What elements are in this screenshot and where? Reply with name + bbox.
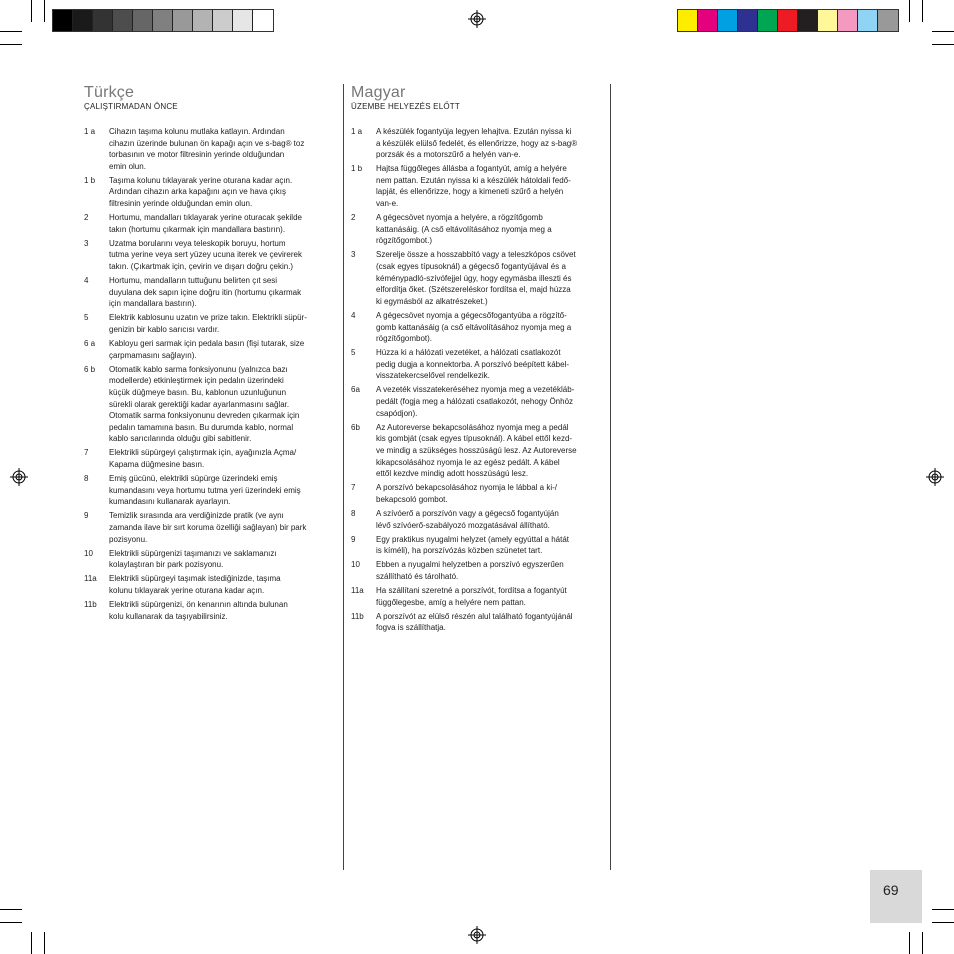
step-text: Ebben a nyugalmi helyzetben a porszívó egyszerűen szállítható és tárolható.: [376, 560, 564, 581]
color-swatch: [838, 10, 858, 31]
crop-mark: [0, 44, 22, 45]
step-text: Kabloyu geri sarmak için pedala basın (fişi tutarak, size çarpmamasını sağlayın).: [109, 339, 305, 360]
step-number: 10: [84, 548, 93, 558]
list-item: [84, 126, 339, 172]
hungarian-instruction-list: [351, 126, 604, 636]
crop-mark: [932, 909, 954, 910]
crop-mark: [909, 932, 910, 954]
step-number: 3: [351, 250, 356, 260]
color-swatch: [233, 10, 253, 31]
step-text: Húzza ki a hálózati vezetéket, a hálózati csatlakozót pedig dugja a konnektorba. A porszívó beépített kábel- visszatekercselővel rendelkezik.: [376, 348, 570, 381]
list-item: [351, 212, 604, 247]
step-number: 4: [84, 276, 89, 286]
registration-target-icon: [468, 926, 486, 944]
color-swatch: [758, 10, 778, 31]
list-item: [351, 585, 604, 608]
column-divider: [343, 84, 344, 870]
step-number: 9: [84, 511, 89, 521]
step-number: 8: [84, 474, 89, 484]
list-item: [351, 508, 604, 531]
crop-mark: [909, 0, 910, 22]
color-swatch: [113, 10, 133, 31]
hungarian-title: Magyar: [351, 84, 406, 101]
list-item: [351, 534, 604, 557]
step-text: A szívóerő a porszívón vagy a gégecső fogantyúján lévő szívóerő-szabályozó mozgatásával állítható.: [376, 508, 559, 530]
step-text: Temizlik sırasında ara verdiğinizde pratik (ve aynı zamanda ilave bir sırt koruma özelliği sağlayan) bir park pozisyonu.: [109, 511, 307, 544]
registration-target-icon: [10, 468, 28, 486]
list-item: [84, 510, 339, 545]
color-swatch: [778, 10, 798, 31]
list-item: [351, 310, 604, 345]
step-text: Elektrikli süpürgenizi, ön kenarının altında bulunan kolu kullanarak da taşıyabilirsiniz.: [109, 600, 288, 621]
step-number: 5: [84, 313, 89, 323]
registration-target-icon: [468, 10, 486, 28]
color-swatch: [153, 10, 173, 31]
step-text: Hortumu, mandalların tuttuğunu belirten çıt sesi duyulana dek sapın içine doğru itin (hortumu çıkarmak için mandallara bastırın).: [109, 276, 302, 309]
color-swatch: [738, 10, 758, 31]
step-number: 2: [84, 213, 89, 223]
list-item: [84, 364, 339, 445]
step-text: Uzatma borularını veya teleskopik boruyu, hortum tutma yerine veya sert yüzey ucuna iterek ve çevirerek takın. (Çıkartmak için, çevirin ve dışarı doğru çekin.): [109, 238, 302, 272]
step-text: Otomatik kablo sarma fonksiyonunu (yalnızca bazı modellerde) etkinleştirmek için pedalın üzerindeki küçük düğmeye basın. Bu, kablonun uzunluğunun sürekli olarak gerektiği kadar ayarlanmasını sağlar. Otomatik sarma fonksiyonunu devreden çıkarmak için pedalın tamamına basın. Bu durumda kablo, normal kablo sarıcılarında olduğu gibi sabitlenir.: [109, 364, 300, 444]
color-swatch: [53, 10, 73, 31]
step-number: 10: [351, 560, 360, 570]
color-swatch: [798, 10, 818, 31]
step-text: Az Autoreverse bekapcsolásához nyomja meg a pedál kis gombját (csak egyes típusoknál). A kábel ettől kezd- ve mindig a szükséges hosszúságú lesz. Az Autoreverse kikapcsolásához nyomja le az egész pedált. A kábel ettől kezdve mindig adott hosszúságú lesz.: [376, 422, 577, 479]
step-number: 1 b: [351, 164, 363, 174]
color-swatch: [133, 10, 153, 31]
crop-mark: [932, 31, 954, 32]
list-item: [351, 482, 604, 505]
color-swatch: [213, 10, 233, 31]
list-item: [351, 422, 604, 480]
step-number: 1 a: [84, 127, 96, 136]
crop-mark: [44, 0, 45, 22]
step-number: 11a: [351, 585, 364, 595]
color-swatch: [678, 10, 698, 31]
crop-mark: [31, 932, 32, 954]
list-item: [351, 384, 604, 419]
list-item: [84, 275, 339, 310]
registration-target-icon: [926, 468, 944, 486]
step-number: 2: [351, 213, 356, 223]
step-text: Elektrikli süpürgeyi taşımak istediğinizde, taşıma kolunu tıklayarak yerine oturana kadar açın.: [109, 574, 281, 595]
color-swatch: [93, 10, 113, 31]
column-divider: [610, 84, 611, 870]
list-item: [84, 175, 339, 210]
step-text: Elektrikli süpürgeyi çalıştırmak için, ayağınızla Açma/ Kapama düğmesine basın.: [109, 448, 297, 470]
step-text: Elektrik kablosunu uzatın ve prize takın. Elektrikli süpür- genizin bir kablo sarıcısı vardır.: [109, 313, 307, 334]
turkish-instruction-list: [84, 126, 339, 625]
crop-mark: [932, 922, 954, 923]
step-text: A készülék fogantyúja legyen lehajtva. Ezután nyissa ki a készülék elülső fedelét, és ellenőrizze, hogy az s-bag® porzsák és a motorszűrő a helyén van-e.: [376, 127, 578, 160]
crop-mark: [0, 909, 22, 910]
step-text: Hortumu, mandalları tıklayarak yerine oturacak şekilde takın (hortumu çıkarmak için mandallara bastırın).: [109, 213, 302, 234]
crop-mark: [0, 31, 22, 32]
step-text: Egy praktikus nyugalmi helyzet (amely egyúttal a hátát is kíméli), ha porszívózás közben szünetet tart.: [376, 534, 569, 556]
step-text: Szerelje össze a hosszabbító vagy a teleszkópos csövet (csak egyes típusoknál) a gégecső fogantyújával és a kéménypadló-szívófejjel úgy, hogy egymásba illeszti és elfordítja őket. (Szétszereléskor fordítsa el, majd húzza ki egymásból az alkatrészeket.): [376, 250, 576, 306]
crop-mark: [0, 922, 22, 923]
step-number: 6 a: [84, 339, 96, 349]
step-text: Taşıma kolunu tıklayarak yerine oturana kadar açın. Ardından cihazın arka kapağını açın ve hava çıkış filtresinin yerinde olduğundan emin olun.: [109, 175, 293, 209]
color-swatch: [698, 10, 718, 31]
list-item: [84, 548, 339, 571]
step-number: 6a: [351, 385, 360, 395]
step-number: 5: [351, 348, 356, 358]
step-number: 11b: [84, 600, 97, 610]
step-text: Emiş gücünü, elektrikli süpürge üzerindeki emiş kumandasını veya hortumu tutma yeri üzerindeki emiş kumandasını kullanarak ayarlayın.: [109, 474, 301, 507]
step-number: 11b: [351, 611, 364, 621]
process-color-bar: [677, 9, 899, 32]
step-text: A porszívó bekapcsolásához nyomja le lábbal a ki-/ bekapcsoló gombot.: [376, 483, 557, 504]
crop-mark: [31, 0, 32, 22]
list-item: [351, 611, 604, 634]
hungarian-subtitle: ÜZEMBE HELYEZÉS ELŐTT: [351, 102, 460, 111]
crop-mark: [44, 932, 45, 954]
color-swatch: [73, 10, 93, 31]
list-item: [84, 312, 339, 335]
color-swatch: [858, 10, 878, 31]
grayscale-color-bar: [52, 9, 274, 32]
step-number: 7: [351, 483, 356, 493]
list-item: [84, 473, 339, 508]
list-item: [84, 212, 339, 235]
color-swatch: [173, 10, 193, 31]
step-number: 6b: [351, 422, 360, 432]
step-text: Cihazın taşıma kolunu mutlaka katlayın. Ardından cihazın üzerinde bulunan ön kapağı açın ve s-bag® toz torbasının ve motor filtresinin yerinde olduğundan emin olun.: [109, 127, 305, 171]
turkish-column: [84, 84, 339, 621]
step-number: 1 a: [351, 127, 363, 136]
list-item: [84, 238, 339, 273]
step-text: Elektrikli süpürgenizi taşımanızı ve saklamanızı kolaylaştıran bir park pozisyonu.: [109, 548, 277, 570]
step-text: A vezeték visszatekeréséhez nyomja meg a vezetékláb- pedált (fogja meg a hálózati csatlakozót, nehogy Önhöz csapódjon).: [376, 385, 575, 418]
step-text: A gégecsövet nyomja a helyére, a rögzítőgomb kattanásáig. (A cső eltávolításához nyomja meg a rögzítőgombot.): [376, 213, 552, 246]
step-number: 1 b: [84, 175, 96, 185]
list-item: [351, 347, 604, 382]
color-swatch: [818, 10, 838, 31]
color-swatch: [718, 10, 738, 31]
step-text: A porszívót az elülső részén alul található fogantyújánál fogva is szállíthatja.: [376, 611, 573, 633]
step-number: 8: [351, 508, 356, 518]
step-number: 3: [84, 238, 89, 248]
crop-mark: [922, 932, 923, 954]
list-item: [351, 559, 604, 582]
step-text: A gégecsövet nyomja a gégecsőfogantyúba a rögzítő- gomb kattanásáig (a cső eltávolításához nyomja meg a rögzítőgombot).: [376, 310, 572, 344]
step-number: 7: [84, 448, 89, 458]
list-item: [351, 126, 604, 161]
step-text: Ha szállítani szeretné a porszívót, fordítsa a fogantyút függőlegesbe, amíg a helyére nem pattan.: [376, 585, 567, 607]
step-number: 11a: [84, 574, 97, 584]
list-item: [84, 338, 339, 361]
step-number: 4: [351, 310, 356, 320]
color-swatch: [878, 10, 898, 31]
step-number: 6 b: [84, 364, 96, 374]
turkish-subtitle: ÇALIŞTIRMADAN ÖNCE: [84, 102, 178, 111]
color-swatch: [253, 10, 273, 31]
list-item: [84, 447, 339, 470]
list-item: [84, 573, 339, 596]
step-text: Hajtsa függőleges állásba a fogantyút, amíg a helyére nem pattan. Ezután nyissa ki a készülék hátoldali fedő- lapját, és ellenőrizze, hogy a kimeneti szűrő a helyén van-e.: [376, 164, 571, 209]
crop-mark: [932, 44, 954, 45]
page-number: 69: [883, 882, 899, 898]
step-number: 9: [351, 534, 356, 544]
crop-mark: [922, 0, 923, 22]
turkish-title: Türkçe: [84, 84, 135, 101]
color-swatch: [193, 10, 213, 31]
list-item: [84, 599, 339, 622]
hungarian-column: [351, 84, 604, 633]
list-item: [351, 163, 604, 209]
list-item: [351, 249, 604, 307]
